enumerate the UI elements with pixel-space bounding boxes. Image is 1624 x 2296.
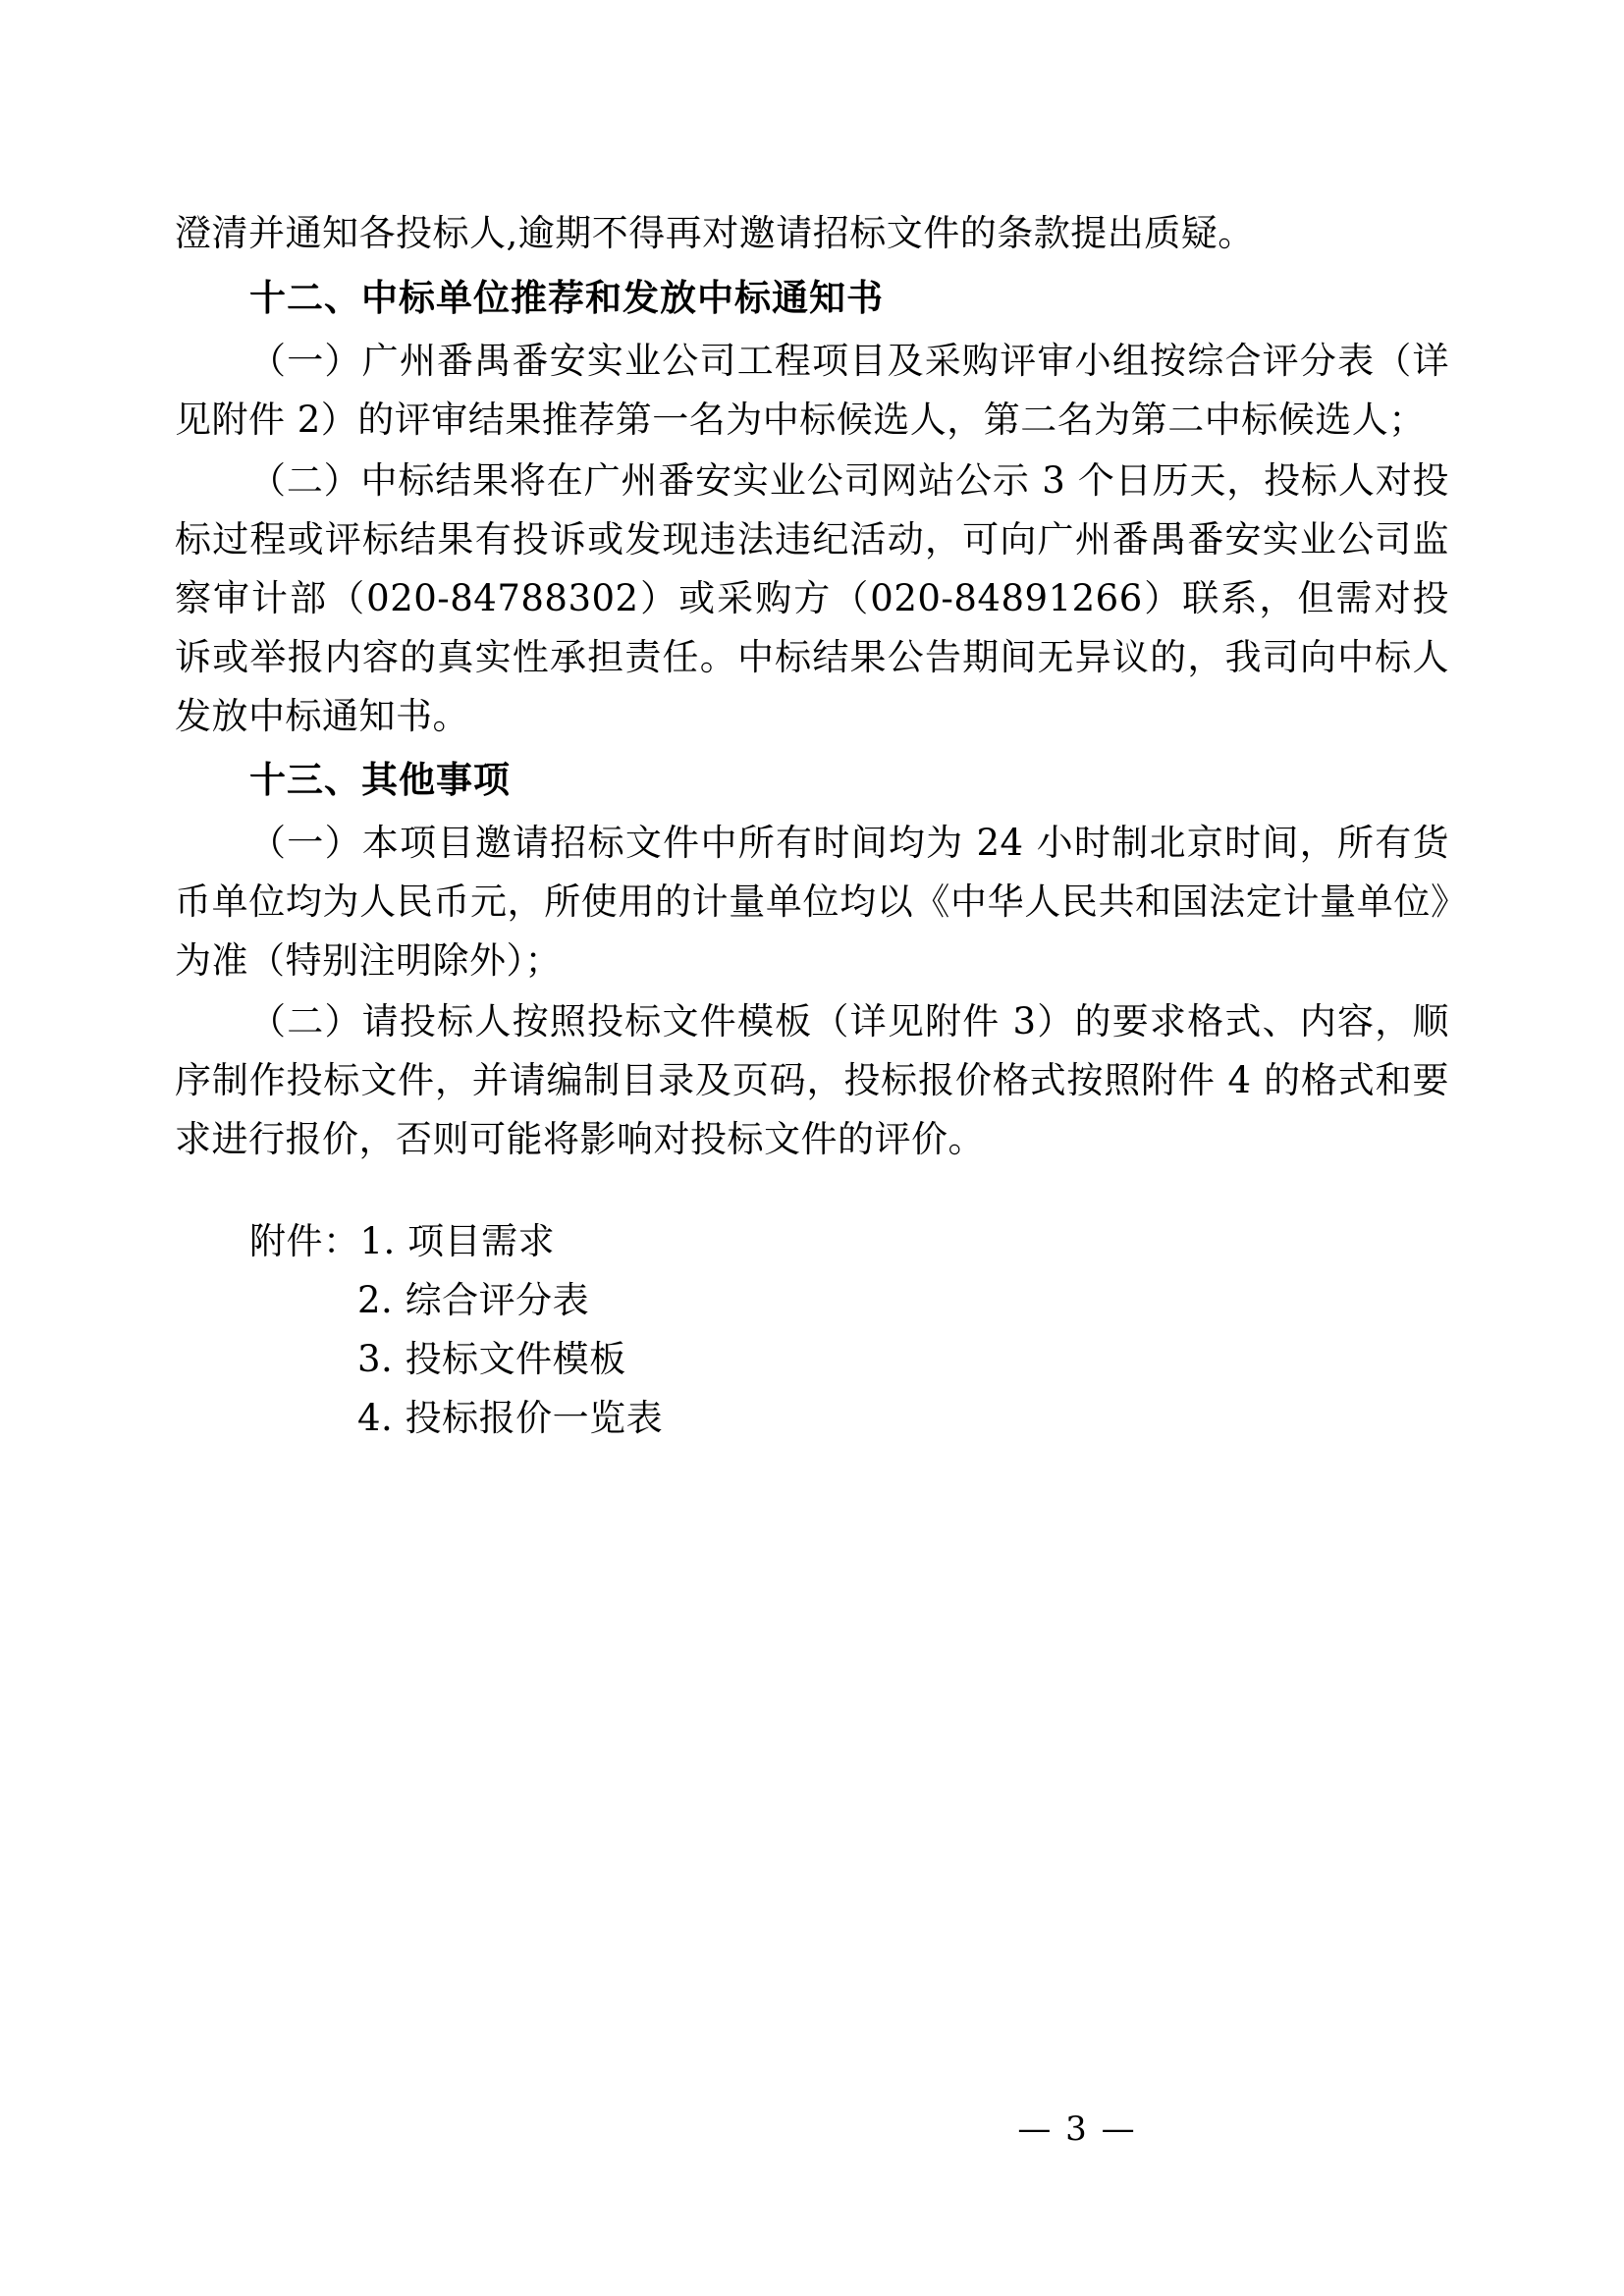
page-footer bbox=[0, 2109, 1624, 2149]
page-number: — 3 — bbox=[1017, 2109, 1137, 2149]
paragraph-13-2: （二）请投标人按照投标文件模板（详见附件 3）的要求格式、内容，顺序制作投标文件，并请编制目录及页码，投标报价格式按照附件 4 的格式和要求进行报价，否则可能将影响对投标文件的评价。 bbox=[175, 1000, 1449, 1161]
attachment-item: 2. 综合评分表 bbox=[357, 1278, 590, 1321]
page-body bbox=[175, 204, 1449, 1448]
attachment-item: 3. 投标文件模板 bbox=[357, 1337, 626, 1380]
section-heading-13: 十三、其他事项 bbox=[249, 759, 511, 802]
paragraph-continued: 澄清并通知各投标人,逾期不得再对邀请招标文件的条款提出质疑。 bbox=[175, 212, 1255, 254]
attachment-item: 4. 投标报价一览表 bbox=[357, 1396, 664, 1439]
attachment-list bbox=[175, 1212, 1449, 1448]
paragraph-13-1: （一）本项目邀请招标文件中所有时间均为 24 小时制北京时间，所有货币单位均为人民币元，所使用的计量单位均以《中华人民共和国法定计量单位》为准（特别注明除外）； bbox=[175, 822, 1449, 983]
attachment-label: 附件：1. 项目需求 bbox=[249, 1220, 556, 1262]
section-heading-12: 十二、中标单位推荐和发放中标通知书 bbox=[249, 276, 884, 319]
paragraph-12-1: （一）广州番禺番安实业公司工程项目及采购评审小组按综合评分表（详见附件 2）的评审结果推荐第一名为中标候选人，第二名为第二中标候选人； bbox=[175, 339, 1449, 441]
paragraph-12-2: （二）中标结果将在广州番安实业公司网站公示 3 个日历天，投标人对投标过程或评标结果有投诉或发现违法违纪活动，可向广州番禺番安实业公司监察审计部（020-84788302）或采购方（020-84891266）联系，但需对投诉或举报内容的真实性承担责任。中标结果公告期间无异议的，我司向中标人发放中标通知书。 bbox=[175, 458, 1449, 737]
